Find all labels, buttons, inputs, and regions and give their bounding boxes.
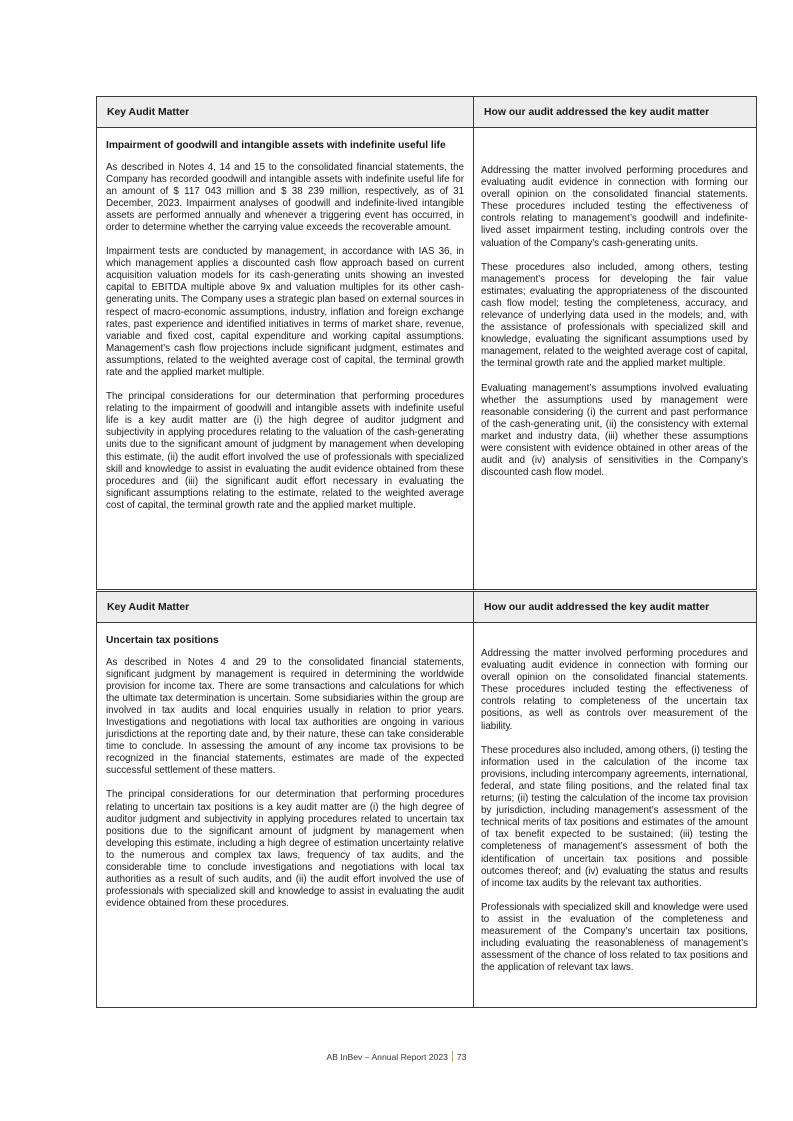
header-audit-response: How our audit addressed the key audit matter — [484, 106, 710, 118]
table-body — [97, 128, 756, 589]
response-paragraph: Addressing the matter involved performing procedures and evaluating audit evidence in connection with forming our overall opinion on the consolidated financial statements. These procedures included testing the effectiveness of controls relating to completeness of the uncertain tax positions, as well as controls over measurement of the liability. — [481, 648, 748, 732]
matter-paragraph: The principal considerations for our determination that performing procedures relating to uncertain tax positions is a key audit matter are (i) the high degree of auditor judgment and subjectivity in applying procedures related to uncertain tax positions due to the significant amount of judgment by management when developing this estimate, including a high degree of estimation uncertainty relative to the numerous and complex tax laws, frequency of tax audits, and the considerable time to conclude investigations and negotiations with local tax authorities as a result of such audits, and (ii) the audit effort involved the use of professionals with specialized skill and knowledge to assist in evaluating the audit evidence obtained from these procedures. — [106, 789, 464, 910]
page-footer — [0, 1051, 793, 1062]
matter-paragraph: The principal considerations for our determination that performing procedures relating to the impairment of goodwill and intangible assets with indefinite useful life is a key audit matter are (i) the high degree of auditor judgment and subjectivity in applying procedures relating to the valuation of the cash-generating units due to the significant amount of judgment by management when developing this estimate, (ii) the audit effort involved the use of professionals with specialized skill and knowledge to assist in evaluating the audit evidence obtained from these procedures and (iii) the significant audit effort necessary in evaluating the significant assumptions relating to the estimate, related to the weighted average cost of capital, the terminal growth rate and the applied market multiple. — [106, 391, 464, 511]
matter-column — [97, 623, 474, 1007]
response-column — [474, 128, 756, 589]
response-paragraph: Addressing the matter involved performing procedures and evaluating audit evidence in connection with forming our overall opinion on the consolidated financial statements. These procedures included testing the effectiveness of controls relating to management’s goodwill and indefinite-lived asset impairment testing, including controls over the valuation of the Company’s cash-generating units. — [481, 165, 748, 249]
response-paragraph: Professionals with specialized skill and knowledge were used to assist in the evaluation of the completeness and measurement of the Company’s uncertain tax positions, including evaluating the reasonableness of management’s assessment of the chance of loss related to tax positions and the application of relevant tax laws. — [481, 901, 748, 974]
response-paragraph: These procedures also included, among others, testing management’s process for developing the fair value estimates; evaluating the appropriateness of the discounted cash flow model; testing the completeness, accuracy, and relevance of underlying data used in the models; and, with the assistance of professionals with specialized skill and knowledge, evaluating the significant assumptions used by management, related to the weighted average cost of capital, the terminal growth rate and the applied market multiple. — [481, 261, 748, 370]
matter-column — [97, 128, 474, 589]
matter-paragraph: As described in Notes 4 and 29 to the consolidated financial statements, significant judgment by management is required in determining the worldwide provision for income tax. There are some transactions and calculations for which the ultimate tax determination is uncertain. Some subsidiaries within the group are involved in tax audits and local enquiries usually in relation to prior years. Investigations and negotiations with local tax authorities are ongoing in various jurisdictions at the reporting date and, by their nature, these can take considerable time to conclude. In assessing the amount of any income tax provisions to be recognized in the financial statements, estimates are made of the expected successful settlement of these matters. — [106, 656, 464, 777]
matter-title: Uncertain tax positions — [106, 635, 219, 646]
kam-table-tax — [96, 591, 757, 1008]
matter-title: Impairment of goodwill and intangible assets with indefinite useful life — [106, 140, 446, 151]
header-audit-response: How our audit addressed the key audit matter — [484, 601, 710, 613]
page-number: 73 — [456, 1052, 467, 1062]
kam-table-goodwill — [96, 96, 757, 590]
table-header — [97, 592, 756, 623]
footer-separator — [452, 1051, 453, 1062]
matter-paragraph: As described in Notes 4, 14 and 15 to the consolidated financial statements, the Company has recorded goodwill and intangible assets with indefinite useful life for an amount of $ 117 043 million and $ 38 239 million, respectively, as of 31 December, 2023. Impairment analyses of goodwill and indefinite-lived intangible assets are performed annually and whenever a triggering event has occurred, in order to determine whether the carrying value exceeds the recoverable amount. — [106, 161, 464, 233]
table-header — [97, 97, 756, 128]
table-body — [97, 623, 756, 1007]
header-key-audit-matter: Key Audit Matter — [97, 592, 474, 622]
response-paragraph: Evaluating management’s assumptions involved evaluating whether the assumptions used by management were reasonable considering (i) the current and past performance of the cash-generating unit, (ii) the consistency with external market and industry data, (iii) whether these assumptions were consistent with evidence obtained in other areas of the audit and (iv) analysis of sensitivities in the Company’s discounted cash flow model. — [481, 382, 748, 479]
matter-paragraph: Impairment tests are conducted by management, in accordance with IAS 36, in which management applies a discounted cash flow approach based on current acquisition valuation models for its cash-generating units showing an invested capital to EBITDA multiple above 9x and valuation multiples for its other cash-generating units. The Company uses a strategic plan based on external sources in respect of macro-economic assumptions, industry, inflation and foreign exchange rates, past experience and identified initiatives in terms of market share, revenue, variable and fixed cost, capital expenditure and working capital assumptions. Management’s cash flow projections include significant judgment, estimates and assumptions, related to the weighted average cost of capital, the terminal growth rate and the applied market multiple. — [106, 246, 464, 378]
response-column — [474, 623, 756, 1007]
footer-report-title: AB InBev – Annual Report 2023 — [326, 1052, 448, 1062]
response-paragraph: These procedures also included, among others, (i) testing the information used in the calculation of the income tax provisions, including intercompany agreements, international, federal, and state filing positions, and the related final tax returns; (ii) testing the calculation of the income tax provision by jurisdiction, including management’s assessment of the technical merits of tax positions and estimates of the amount of tax benefit expected to be sustained; (iii) testing the completeness of management’s assessment of both the identification of uncertain tax positions and possible outcomes thereof; and (iv) evaluating the status and results of income tax audits by the relevant tax authorities. — [481, 744, 748, 889]
header-key-audit-matter: Key Audit Matter — [97, 97, 474, 127]
